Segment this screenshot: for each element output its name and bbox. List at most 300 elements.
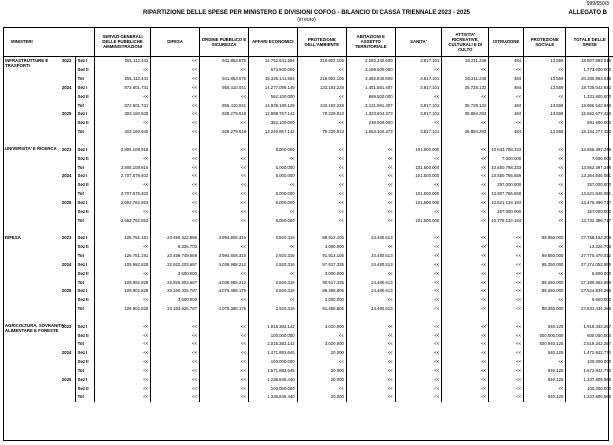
value-cell: <<: [151, 207, 200, 216]
year-cell: 2024: [61, 173, 72, 179]
value-cell: 1.571.882.645: [249, 367, 298, 376]
value-cell: <<: [524, 384, 566, 393]
value-cell: <<: [395, 358, 442, 367]
value-cell: <<: [297, 384, 346, 393]
value-cell: 955.410.041: [199, 84, 248, 93]
value-cell: <<: [151, 172, 200, 181]
ministry-name: [3, 322, 65, 334]
value-cell: <<: [442, 216, 489, 225]
table-row: [3, 154, 613, 163]
value-cell: 1.237.805.565: [566, 375, 613, 384]
ministry-name: [3, 358, 59, 367]
value-cell: 27.274.052.895: [566, 260, 613, 269]
table-row: [3, 84, 613, 93]
value-cell: <<: [94, 207, 151, 216]
value-cell: <<: [94, 92, 151, 101]
value-cell: 10.550.765.659: [489, 172, 524, 181]
table-row: [3, 66, 613, 75]
empty-cell: [75, 137, 94, 146]
value-cell: 3.994.808.316: [199, 234, 248, 243]
value-cell: 500.000.000: [524, 331, 566, 340]
value-cell: <<: [489, 305, 524, 314]
ministry-name: [3, 190, 59, 199]
value-cell: <<: [442, 154, 489, 163]
year-cell: [59, 243, 75, 252]
value-cell: 10.643.788.333: [489, 145, 524, 154]
year-cell: [59, 128, 75, 137]
year-cell: 2025: [61, 199, 72, 205]
year-cell: [59, 305, 75, 314]
section-type-cell: Sez I: [75, 234, 94, 243]
value-cell: 27.758.152.309: [566, 234, 613, 243]
value-cell: 3.000.000: [297, 269, 346, 278]
value-cell: <<: [489, 331, 524, 340]
ministry-name: [3, 305, 59, 314]
value-cell: 955.410.041: [199, 101, 248, 110]
empty-cell: [199, 225, 248, 234]
value-cell: <<: [489, 367, 524, 376]
value-cell: <<: [442, 207, 489, 216]
value-cell: 6.600.000: [566, 296, 613, 305]
value-cell: <<: [395, 367, 442, 376]
value-cell: 15.562.677.423: [566, 110, 613, 119]
value-cell: 3.020.000: [297, 340, 346, 349]
value-cell: 3.020.000: [297, 322, 346, 331]
value-cell: 88.350.000: [524, 305, 566, 314]
value-cell: 109.992.828: [94, 278, 151, 287]
value-cell: 1.472.842.770: [566, 349, 613, 358]
value-cell: <<: [395, 119, 442, 128]
value-cell: <<: [151, 349, 200, 358]
value-cell: 2.707.579.402: [94, 190, 151, 199]
table-row: [3, 367, 613, 376]
value-cell: <<: [395, 393, 442, 402]
year-cell: 2024: [61, 350, 72, 356]
value-cell: 3.817.101: [395, 101, 442, 110]
value-cell: <<: [489, 322, 524, 331]
value-cell: <<: [346, 331, 395, 340]
value-cell: 2.920.316: [249, 234, 298, 243]
value-cell: 3.817.101: [395, 110, 442, 119]
section-type-cell: Tot: [75, 128, 94, 137]
value-cell: 7.000.000: [566, 154, 613, 163]
value-cell: 27.531.434.286: [566, 305, 613, 314]
value-cell: <<: [94, 393, 151, 402]
value-cell: 100.000.000: [249, 358, 298, 367]
value-cell: 3.817.101: [395, 75, 442, 84]
value-cell: 109.902.828: [94, 305, 151, 314]
spending-table: [3, 27, 613, 402]
ministry-name: [3, 145, 59, 154]
year-cell: [59, 207, 75, 216]
year-cell: 2025: [61, 288, 72, 294]
value-cell: 13.559: [524, 57, 566, 66]
spacer-row: [3, 313, 613, 322]
value-cell: 940.125: [524, 375, 566, 384]
table-row: [3, 243, 613, 252]
section-type-cell: Sez I: [75, 287, 94, 296]
value-cell: 218.902.105: [297, 57, 346, 66]
col-header-abitazioni: ABITAZIONI E ASSETTO TERRITORIALE: [346, 27, 395, 57]
ministry-name: [3, 119, 59, 128]
ministry-name: [3, 375, 59, 384]
value-cell: 1.236.845.440: [249, 375, 298, 384]
value-cell: <<: [395, 296, 442, 305]
year-cell: [59, 358, 75, 367]
value-cell: <<: [524, 358, 566, 367]
ministry-name: [3, 199, 59, 208]
value-cell: <<: [199, 92, 248, 101]
value-cell: 484: [489, 57, 524, 66]
table-row: [3, 101, 613, 110]
value-cell: <<: [151, 322, 200, 331]
value-cell: <<: [442, 367, 489, 376]
value-cell: <<: [346, 216, 395, 225]
section-type-cell: Sez II: [75, 181, 94, 190]
value-cell: <<: [524, 145, 566, 154]
value-cell: <<: [442, 119, 489, 128]
value-cell: <<: [249, 207, 298, 216]
value-cell: <<: [442, 252, 489, 261]
value-cell: 1.199.500.000: [346, 66, 395, 75]
ministry-label: AGRICOLTURA, SOVRANITA' ALIMENTARE E FORESTE: [5, 323, 65, 334]
value-cell: 26.211.246: [442, 75, 489, 84]
empty-cell: [297, 313, 346, 322]
value-cell: <<: [94, 384, 151, 393]
ministry-label: DIFESA: [5, 234, 21, 240]
value-cell: <<: [297, 358, 346, 367]
value-cell: <<: [395, 252, 442, 261]
value-cell: <<: [346, 340, 395, 349]
value-cell: <<: [151, 128, 200, 137]
value-cell: <<: [199, 393, 248, 402]
table-row: [3, 252, 613, 261]
value-cell: 10.650.788.333: [489, 163, 524, 172]
year-cell: [59, 367, 75, 376]
value-cell: 100.000.000: [249, 384, 298, 393]
value-cell: 1.563.104.373: [346, 128, 395, 137]
empty-cell: [524, 137, 566, 146]
value-cell: <<: [442, 190, 489, 199]
value-cell: 109.902.828: [94, 287, 151, 296]
year-cell: 2023: [61, 323, 72, 329]
year-cell: 2025: [61, 376, 72, 382]
value-cell: <<: [297, 207, 346, 216]
table-row: [3, 393, 613, 402]
empty-cell: [249, 313, 298, 322]
value-cell: 27.280.652.895: [566, 278, 613, 287]
value-cell: <<: [395, 243, 442, 252]
value-cell: 1.471.882.645: [249, 349, 298, 358]
value-cell: 10.778.134.184: [489, 216, 524, 225]
value-cell: <<: [199, 367, 248, 376]
value-cell: 484: [489, 110, 524, 119]
section-type-cell: Sez I: [75, 260, 94, 269]
value-cell: 3.600.000: [151, 296, 200, 305]
section-type-cell: Sez I: [75, 145, 94, 154]
value-cell: <<: [94, 243, 151, 252]
year-cell: [59, 163, 75, 172]
empty-cell: [59, 225, 75, 234]
section-type-cell: Sez II: [75, 243, 94, 252]
value-cell: <<: [442, 199, 489, 208]
col-header-protezione-sociale: PROTEZIONE SOCIALE: [524, 27, 566, 57]
value-cell: 24.480.513: [346, 260, 395, 269]
value-cell: 484: [489, 101, 524, 110]
empty-cell: [75, 313, 94, 322]
empty-cell: [94, 137, 151, 146]
value-cell: <<: [151, 199, 200, 208]
value-cell: 12.326.703: [566, 243, 613, 252]
value-cell: <<: [395, 207, 442, 216]
table-row: [3, 181, 613, 190]
section-type-cell: Sez II: [75, 154, 94, 163]
value-cell: <<: [395, 331, 442, 340]
empty-cell: [524, 225, 566, 234]
value-cell: 500.940.125: [524, 340, 566, 349]
year-cell: [59, 296, 75, 305]
table-row: [3, 207, 613, 216]
value-cell: 257.000.000: [566, 181, 613, 190]
ministry-name: [3, 57, 59, 66]
value-cell: 562.100.000: [249, 92, 298, 101]
value-cell: 5.000.000: [249, 216, 298, 225]
ministry-name: [3, 75, 59, 84]
value-cell: 5.000.000: [249, 199, 298, 208]
section-type-cell: Sez II: [75, 207, 94, 216]
value-cell: <<: [442, 243, 489, 252]
value-cell: 352.100.000: [249, 119, 298, 128]
section-type-cell: Tot: [75, 75, 94, 84]
year-cell: [59, 181, 75, 190]
value-cell: 91.458.805: [297, 305, 346, 314]
value-cell: 1.336.845.440: [249, 393, 298, 402]
table-row: [3, 296, 613, 305]
value-cell: <<: [151, 84, 200, 93]
value-cell: 24.480.513: [346, 278, 395, 287]
value-cell: 257.000.000: [566, 207, 613, 216]
value-cell: <<: [297, 190, 346, 199]
value-cell: 19.966.642.843: [566, 101, 613, 110]
value-cell: <<: [442, 234, 489, 243]
value-cell: 20.000: [297, 393, 346, 402]
value-cell: 15.326.141.594: [249, 75, 298, 84]
section-type-cell: Sez II: [75, 331, 94, 340]
section-type-cell: Tot: [75, 101, 94, 110]
empty-cell: [566, 313, 613, 322]
table-row: [3, 384, 613, 393]
value-cell: 3.994.808.316: [199, 252, 248, 261]
value-cell: 20.280.893.016: [566, 75, 613, 84]
value-cell: <<: [151, 393, 200, 402]
ministry-label: INFRASTRUTTURE E TRASPORTI: [5, 58, 49, 68]
value-cell: 126.751.191: [94, 234, 151, 243]
value-cell: 2.805.108.916: [94, 163, 151, 172]
value-cell: <<: [151, 92, 200, 101]
value-cell: 79.229.913: [297, 128, 346, 137]
empty-cell: [346, 137, 395, 146]
table-row: [3, 349, 613, 358]
table-row: [3, 75, 613, 84]
value-cell: 13.732.396.717: [566, 216, 613, 225]
value-cell: <<: [395, 375, 442, 384]
year-cell: 2023: [61, 146, 72, 152]
year-cell: [59, 101, 75, 110]
empty-cell: [249, 137, 298, 146]
allegato-label: ALLEGATO B: [568, 10, 607, 16]
year-cell: [59, 75, 75, 84]
value-cell: 24.480.513: [346, 252, 395, 261]
ministry-label: UNIVERSITA' E RICERCA: [5, 146, 57, 152]
value-cell: <<: [524, 92, 566, 101]
value-cell: 20.000: [297, 375, 346, 384]
empty-cell: [151, 313, 200, 322]
value-cell: <<: [489, 260, 524, 269]
value-cell: <<: [489, 358, 524, 367]
value-cell: 484: [489, 128, 524, 137]
value-cell: <<: [442, 296, 489, 305]
value-cell: <<: [395, 181, 442, 190]
value-cell: 3.000.000: [297, 296, 346, 305]
value-cell: <<: [94, 119, 151, 128]
empty-cell: [524, 313, 566, 322]
value-cell: <<: [395, 349, 442, 358]
value-cell: 35.728.132: [442, 101, 489, 110]
value-cell: 1.337.805.565: [566, 393, 613, 402]
value-cell: 13.475.396.717: [566, 199, 613, 208]
value-cell: <<: [442, 163, 489, 172]
section-type-cell: Tot: [75, 305, 94, 314]
value-cell: 1.231.600.000: [566, 92, 613, 101]
value-cell: 35.884.293: [442, 110, 489, 119]
value-cell: 2.519.342.267: [566, 340, 613, 349]
value-cell: <<: [297, 172, 346, 181]
value-cell: 18.507.893.016: [566, 57, 613, 66]
spacer-row: [3, 137, 613, 146]
value-cell: 91.912.105: [297, 252, 346, 261]
value-cell: 13.555.397.249: [566, 145, 613, 154]
value-cell: 13.621.845.061: [566, 190, 613, 199]
value-cell: <<: [346, 199, 395, 208]
value-cell: 7.000.000: [489, 154, 524, 163]
value-cell: <<: [346, 322, 395, 331]
value-cell: 3.600.000: [151, 269, 200, 278]
value-cell: <<: [297, 66, 346, 75]
value-cell: <<: [524, 66, 566, 75]
value-cell: <<: [395, 340, 442, 349]
value-cell: 88.350.000: [524, 287, 566, 296]
value-cell: <<: [199, 172, 248, 181]
value-cell: 4.038.988.212: [199, 278, 248, 287]
value-cell: <<: [489, 92, 524, 101]
section-type-cell: Sez II: [75, 296, 94, 305]
value-cell: 591.600.000: [566, 119, 613, 128]
year-cell: [59, 393, 75, 402]
value-cell: 2.283.340.609: [346, 57, 395, 66]
value-cell: <<: [346, 358, 395, 367]
value-cell: 16.154.277.423: [566, 128, 613, 137]
value-cell: 24.480.513: [346, 234, 395, 243]
value-cell: 3.817.101: [395, 84, 442, 93]
empty-cell: [94, 313, 151, 322]
value-cell: <<: [346, 154, 395, 163]
value-cell: 5.000.000: [249, 145, 298, 154]
value-cell: <<: [199, 340, 248, 349]
value-cell: <<: [199, 296, 248, 305]
value-cell: <<: [489, 278, 524, 287]
value-cell: <<: [346, 384, 395, 393]
value-cell: <<: [297, 163, 346, 172]
col-header-sanita: SANITA': [395, 27, 442, 57]
value-cell: <<: [442, 322, 489, 331]
value-cell: 13.562.397.249: [566, 163, 613, 172]
value-cell: <<: [395, 269, 442, 278]
value-cell: 1.773.000.000: [566, 66, 613, 75]
section-type-cell: Tot: [75, 163, 94, 172]
col-header-ministeri: MINISTERI: [3, 27, 94, 57]
value-cell: <<: [199, 216, 248, 225]
col-header-servizi-generali: SERVIZI GENERALI DELLE PUBBLICHE AMMINISTRAZIONI: [94, 27, 151, 57]
value-cell: <<: [346, 190, 395, 199]
table-row: [3, 172, 613, 181]
value-cell: 669.500.000: [346, 92, 395, 101]
empty-cell: [489, 225, 524, 234]
value-cell: <<: [199, 322, 248, 331]
ministry-name: [3, 260, 59, 269]
value-cell: 257.000.000: [489, 207, 524, 216]
value-cell: <<: [249, 296, 298, 305]
value-cell: <<: [442, 278, 489, 287]
col-header-totale: TOTALE DELLE SPESE: [566, 27, 613, 57]
value-cell: 88.912.105: [297, 234, 346, 243]
value-cell: <<: [151, 190, 200, 199]
ministry-name: [3, 269, 59, 278]
empty-cell: [489, 313, 524, 322]
ministry-name: [3, 216, 59, 225]
value-cell: <<: [489, 393, 524, 402]
ministry-name: [3, 172, 59, 181]
value-cell: <<: [249, 154, 298, 163]
header-row: [3, 27, 613, 57]
empty-cell: [59, 313, 75, 322]
value-cell: 484: [489, 75, 524, 84]
value-cell: <<: [524, 207, 566, 216]
value-cell: 100.000.000: [566, 358, 613, 367]
value-cell: 2.652.762.553: [94, 216, 151, 225]
year-cell: [59, 190, 75, 199]
empty-cell: [442, 137, 489, 146]
value-cell: 23.450.422.866: [151, 234, 200, 243]
empty-cell: [94, 225, 151, 234]
value-cell: <<: [489, 269, 524, 278]
section-type-cell: Tot: [75, 393, 94, 402]
value-cell: <<: [297, 216, 346, 225]
col-header-protezione-ambiente: PROTEZIONE DELL'AMBIENTE: [297, 27, 346, 57]
value-cell: <<: [346, 367, 395, 376]
value-cell: 2.920.316: [249, 252, 298, 261]
value-cell: <<: [524, 172, 566, 181]
table-row: [3, 216, 613, 225]
value-cell: 2.920.316: [249, 287, 298, 296]
empty-cell: [249, 225, 298, 234]
value-cell: <<: [297, 154, 346, 163]
section-type-cell: Sez II: [75, 92, 94, 101]
value-cell: <<: [524, 119, 566, 128]
table-row: [3, 260, 613, 269]
value-cell: <<: [524, 154, 566, 163]
section-type-cell: Sez I: [75, 110, 94, 119]
value-cell: 5.000.000: [249, 190, 298, 199]
